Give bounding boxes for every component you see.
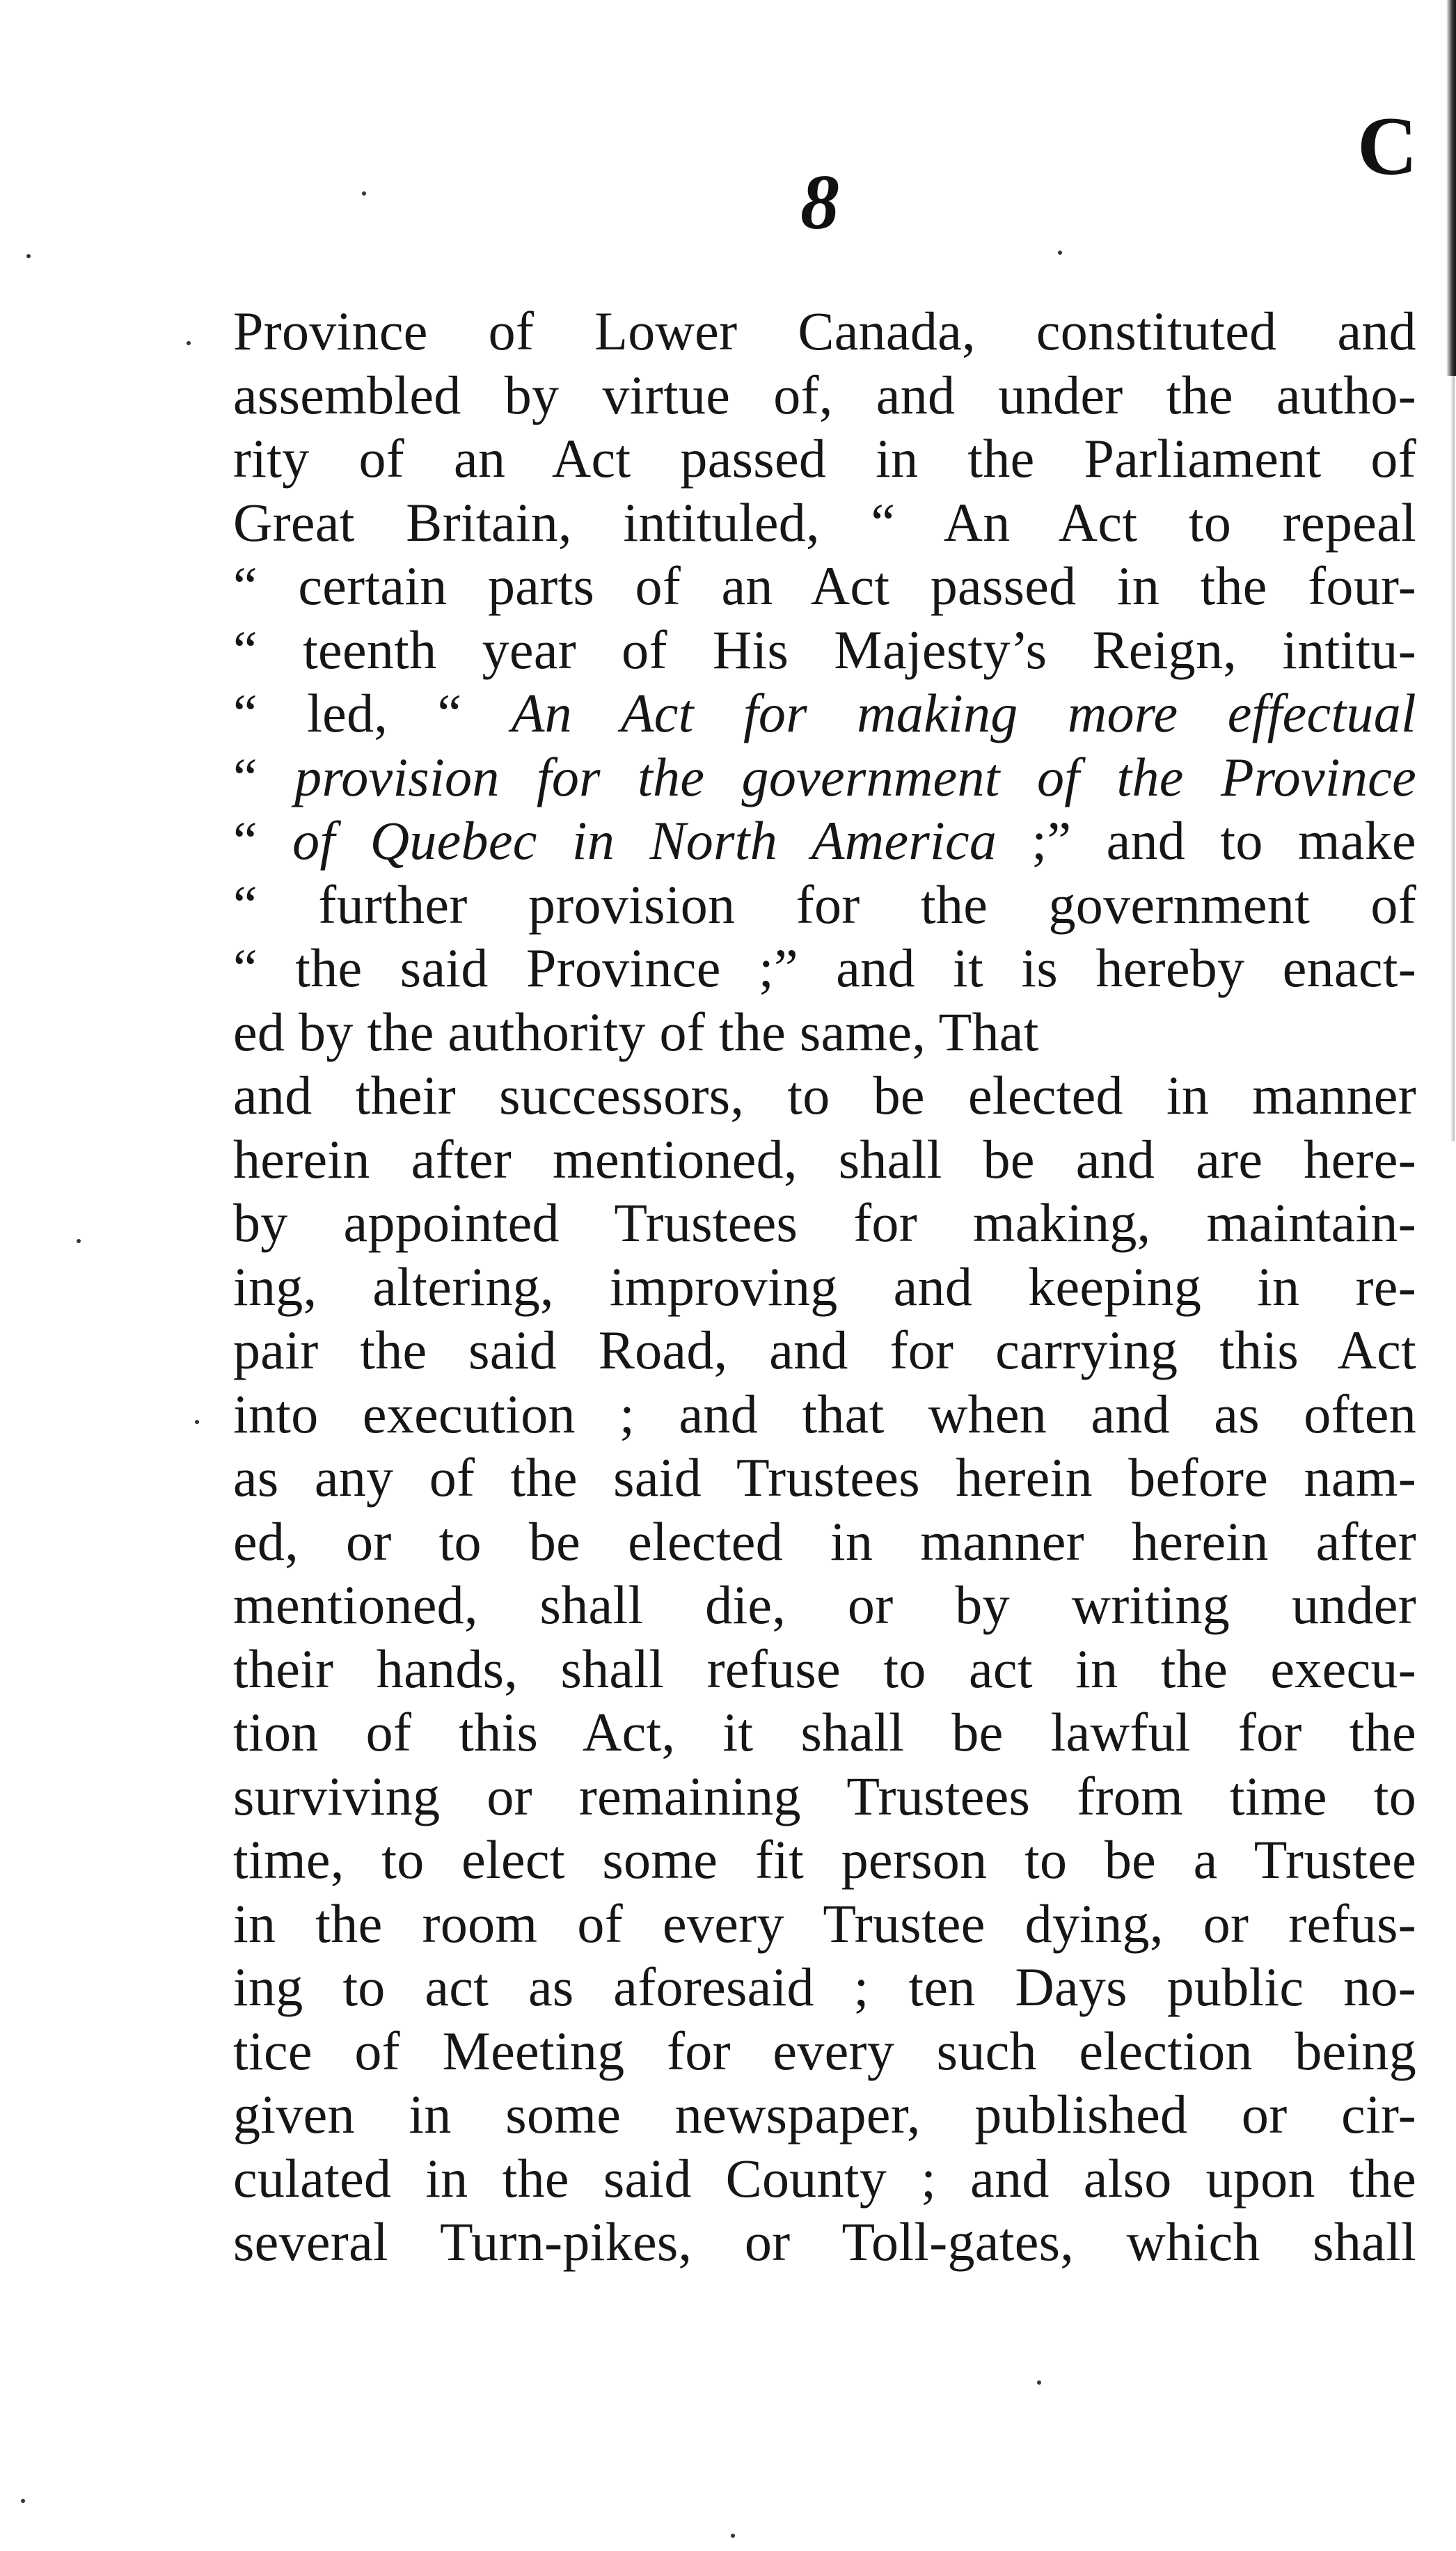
text-segment: herein after mentioned, shall be and are here- xyxy=(233,1128,1416,1190)
text-segment: given in some newspaper, published or cir- xyxy=(233,2084,1416,2145)
scan-speck xyxy=(731,2534,735,2538)
text-line xyxy=(233,1764,1416,1829)
text-line xyxy=(233,936,1416,1000)
text-segment: culated in the said County ; and also upon the xyxy=(233,2147,1416,2209)
text-line xyxy=(233,1955,1416,2019)
text-line xyxy=(233,745,1416,809)
page-number: 8 xyxy=(800,159,839,246)
scan-speck xyxy=(187,341,191,345)
text-segment: “ xyxy=(233,746,295,807)
text-line xyxy=(233,1128,1416,1192)
text-line xyxy=(233,1446,1416,1510)
text-line xyxy=(233,618,1416,682)
text-segment: “ the said Province ;” and it is hereby enact- xyxy=(233,938,1416,998)
text-segment: “ certain parts of an Act passed in the four- xyxy=(233,555,1416,616)
text-line xyxy=(233,1700,1416,1764)
text-segment: assembled by virtue of, and under the autho- xyxy=(233,364,1416,425)
text-line xyxy=(233,1191,1416,1255)
text-line xyxy=(233,1064,1416,1128)
text-segment: “ further provision for the government of xyxy=(233,874,1416,935)
text-line xyxy=(233,1382,1416,1446)
text-line xyxy=(233,2147,1416,2211)
corner-mark: C xyxy=(1357,100,1418,192)
text-segment: “ led, “ xyxy=(233,683,512,743)
text-segment: as any of the said Trustees herein before nam- xyxy=(233,1447,1416,1508)
text-segment: ing, altering, improving and keeping in re- xyxy=(233,1256,1416,1317)
page-edge-shadow-lower xyxy=(1450,376,1455,1142)
text-line xyxy=(233,1255,1416,1319)
text-line xyxy=(233,2019,1416,2083)
italic-text-segment: An Act for making more effectual xyxy=(511,683,1417,743)
text-segment: pair the said Road, and for carrying this Act xyxy=(233,1320,1416,1380)
text-segment: time, to elect some fit person to be a Trustee xyxy=(233,1829,1416,1890)
text-segment: ;” and to make xyxy=(997,810,1416,871)
scan-speck xyxy=(77,1239,81,1243)
text-segment: by appointed Trustees for making, maintain- xyxy=(233,1192,1416,1253)
text-segment: surviving or remaining Trustees from time to xyxy=(233,1765,1416,1826)
text-line xyxy=(233,299,1416,363)
text-segment: tice of Meeting for every such election being xyxy=(233,2020,1416,2081)
text-segment: ing to act as aforesaid ; ten Days public no- xyxy=(233,1957,1416,2017)
text-segment: mentioned, shall die, or by writing under xyxy=(233,1574,1416,1635)
text-segment: their hands, shall refuse to act in the execu- xyxy=(233,1638,1416,1699)
text-line xyxy=(233,2210,1416,2274)
scan-speck xyxy=(21,2499,25,2503)
text-line xyxy=(233,873,1416,937)
text-segment: “ xyxy=(233,810,293,871)
scan-speck xyxy=(26,254,31,258)
page-edge-shadow xyxy=(1446,0,1456,376)
scan-speck xyxy=(195,1420,199,1424)
text-line xyxy=(233,1892,1416,1956)
text-segment: and their successors, to be elected in manner xyxy=(233,1065,1416,1126)
text-line xyxy=(233,1510,1416,1574)
text-line xyxy=(233,1573,1416,1637)
italic-text-segment: provision for the government of the Province xyxy=(294,746,1416,807)
text-segment: into execution ; and that when and as often xyxy=(233,1383,1416,1444)
text-line xyxy=(233,2083,1416,2147)
text-line xyxy=(233,491,1416,555)
text-line xyxy=(233,809,1416,873)
text-line xyxy=(233,427,1416,491)
scan-speck xyxy=(1037,2380,1041,2385)
scan-speck xyxy=(1058,251,1062,255)
text-line xyxy=(233,554,1416,618)
text-segment: “ teenth year of His Majesty’s Reign, intitu- xyxy=(233,619,1416,680)
text-segment: Great Britain, intituled, “ An Act to repeal xyxy=(233,491,1416,553)
text-line xyxy=(233,1637,1416,1701)
text-line xyxy=(233,1000,1416,1064)
text-line xyxy=(233,363,1416,427)
text-line xyxy=(233,681,1416,745)
text-segment: tion of this Act, it shall be lawful for the xyxy=(233,1702,1416,1762)
text-segment: rity of an Act passed in the Parliament of xyxy=(233,428,1416,489)
text-segment: several Turn-pikes, or Toll-gates, which shall xyxy=(233,2211,1416,2272)
text-segment: ed by the authority of the same, That xyxy=(233,1001,1039,1062)
scan-speck xyxy=(362,191,366,196)
text-segment: Province of Lower Canada, constituted and xyxy=(233,301,1416,361)
italic-text-segment: of Quebec in North America xyxy=(292,810,997,871)
text-segment: in the room of every Trustee dying, or refus- xyxy=(233,1893,1416,1954)
text-line xyxy=(233,1318,1416,1382)
body-text xyxy=(233,299,1416,2274)
text-line xyxy=(233,1828,1416,1892)
text-segment: ed, or to be elected in manner herein after xyxy=(233,1510,1416,1572)
